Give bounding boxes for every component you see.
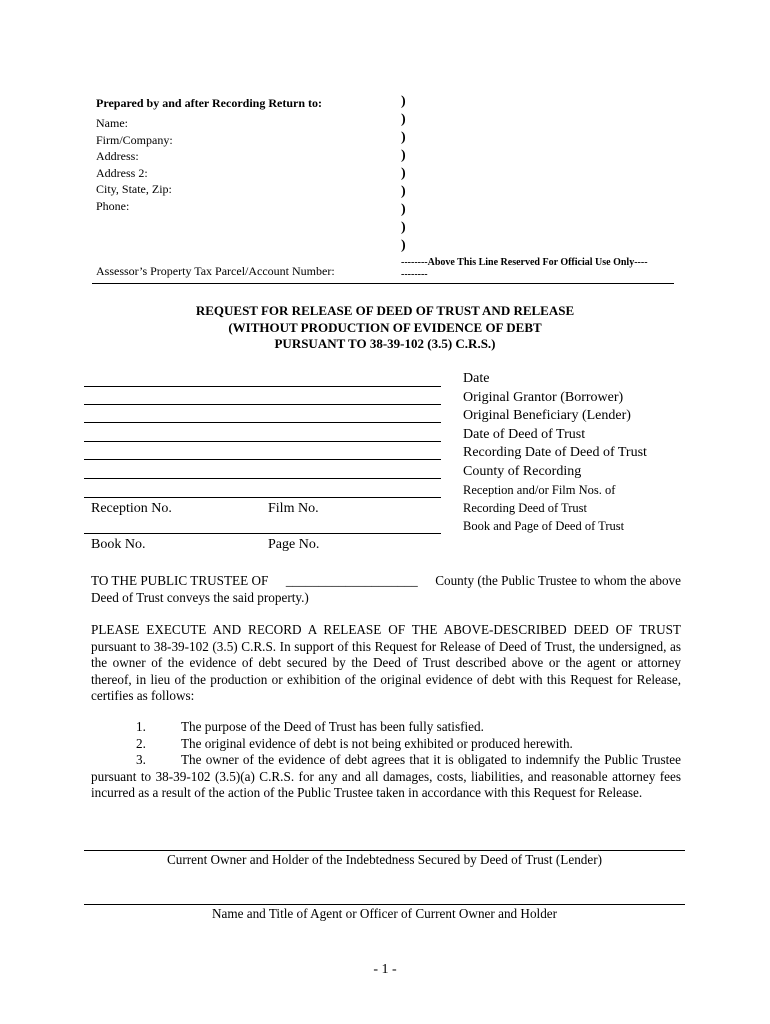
- reception-blank-line: [84, 497, 441, 498]
- phone-field-label: Phone:: [96, 198, 130, 213]
- city-state-zip-field-label: City, State, Zip:: [96, 182, 172, 196]
- public-trustee-second-line: Deed of Trust conveys the said property.): [91, 589, 309, 605]
- film-no-label: Film No.: [268, 501, 319, 516]
- reception-film-label: [463, 481, 624, 535]
- page-no-label: Page No.: [268, 537, 320, 552]
- address2-field-label: Address 2:: [96, 165, 148, 180]
- public-trustee-first-line: [91, 573, 681, 590]
- book-blank-line: [84, 533, 441, 534]
- grantor-label: Original Grantor (Borrower): [463, 389, 624, 405]
- bracket-paren: ): [401, 148, 406, 163]
- certification-text: The purpose of the Deed of Trust has been fully satisfied.: [181, 719, 484, 734]
- bracket-paren: ): [401, 112, 406, 127]
- recording-date-blank-line: [84, 459, 441, 460]
- bracket-paren: ): [401, 238, 406, 253]
- prepared-by-heading: Prepared by and after Recording Return to:: [96, 96, 322, 110]
- certification-list: [91, 719, 681, 802]
- name-field-label: Name:: [96, 116, 128, 130]
- return-to-fields: [96, 115, 173, 214]
- firm-company-field-label: Firm/Company:: [96, 132, 173, 147]
- certification-text: The owner of the evidence of debt agrees that it is obligated to indemnify the Public Trustee pursuant to 38-39-102 (3.5)(a) C.R.S. for any and all damages, costs, liabilities, and reasonable attorney fees incurred as a result of the action of the Public Trustee taken in accordance with this Request for Release.: [91, 752, 681, 800]
- request-paragraph: PLEASE EXECUTE AND RECORD A RELEASE OF THE ABOVE-DESCRIBED DEED OF TRUST pursuant to 38-39-102 (3.5) C.R.S. In support of this Request for Release of Deed of Trust, the undersigned, as the owner of the evidence of debt secured by the Deed of Trust described above or the agent or attorney thereof, in lieu of the production or exhibition of the original evidence of debt with this Request for Release, certifies as follows:: [91, 622, 681, 703]
- header-divider: [92, 283, 674, 284]
- deed-date-blank-line: [84, 441, 441, 442]
- date-blank-line: [84, 386, 441, 387]
- certification-number: 1.: [136, 719, 146, 734]
- bracket-paren: ): [401, 202, 406, 217]
- owner-signature-line: [84, 850, 685, 851]
- parcel-number-label: Assessor’s Property Tax Parcel/Account Number:: [96, 264, 335, 278]
- public-trustee-line: [91, 573, 681, 606]
- title-line-1: REQUEST FOR RELEASE OF DEED OF TRUST AND RELEASE: [195, 303, 575, 318]
- certification-item-1: [91, 719, 681, 736]
- beneficiary-blank-line: [84, 422, 441, 423]
- official-use-tail: --------: [401, 269, 428, 280]
- address-field-label: Address:: [96, 149, 139, 163]
- document-title: [0, 303, 770, 353]
- beneficiary-label: Original Beneficiary (Lender): [463, 408, 631, 424]
- bracket-paren: ): [401, 220, 406, 235]
- public-trustee-prefix: TO THE PUBLIC TRUSTEE OF: [91, 573, 269, 588]
- official-use-notice: [401, 257, 648, 281]
- page-number: - 1 -: [373, 962, 397, 977]
- certification-item-2: [91, 736, 681, 753]
- reception-film-label-line-1: Reception and/or Film Nos. of: [463, 483, 616, 497]
- bracket-paren: ): [401, 130, 406, 145]
- book-no-label: Book No.: [91, 537, 146, 552]
- certification-item-3: [91, 752, 681, 802]
- bracket-paren: ): [401, 94, 406, 109]
- bracket-paren: ): [401, 166, 406, 181]
- county-blank: ____________________: [285, 573, 418, 588]
- certification-text: The original evidence of debt is not being exhibited or produced herewith.: [181, 735, 573, 751]
- deed-info-labels: [463, 370, 647, 482]
- county-label: County of Recording: [463, 463, 582, 479]
- recording-date-label: Recording Date of Deed of Trust: [463, 445, 647, 461]
- deed-date-label: Date of Deed of Trust: [463, 426, 586, 442]
- grantor-blank-line: [84, 404, 441, 405]
- official-use-line: --------Above This Line Reserved For Official Use Only----: [401, 257, 648, 268]
- public-trustee-suffix: County (the Public Trustee to whom the above: [435, 573, 681, 588]
- title-line-3: PURSUANT TO 38-39-102 (3.5) C.R.S.): [274, 336, 496, 351]
- date-label: Date: [463, 371, 490, 386]
- reception-film-label-line-2: Recording Deed of Trust: [463, 501, 587, 515]
- certification-number: 3.: [136, 752, 146, 767]
- reception-no-label: Reception No.: [91, 501, 172, 516]
- bracket-paren: ): [401, 184, 406, 199]
- agent-signature-label: Name and Title of Agent or Officer of Current Owner and Holder: [211, 906, 558, 921]
- certification-number: 2.: [136, 735, 146, 751]
- book-page-label: Book and Page of Deed of Trust: [463, 519, 625, 533]
- agent-signature-line: [84, 904, 685, 905]
- county-blank-line: [84, 478, 441, 479]
- owner-signature-label: Current Owner and Holder of the Indebtedness Secured by Deed of Trust (Lender): [166, 852, 603, 867]
- title-line-2: (WITHOUT PRODUCTION OF EVIDENCE OF DEBT: [228, 319, 542, 335]
